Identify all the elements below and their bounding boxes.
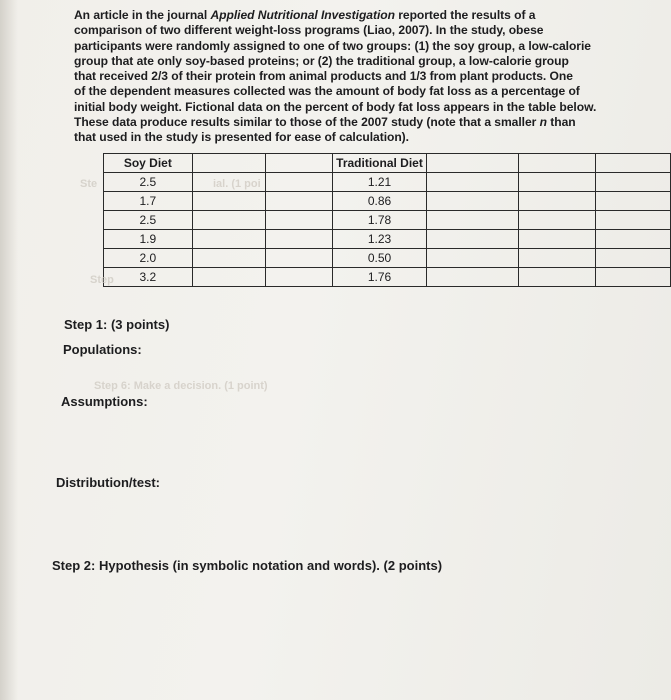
table-row <box>104 192 671 211</box>
table-cell <box>426 211 519 230</box>
header-cell <box>596 154 671 173</box>
table-cell <box>426 249 519 268</box>
intro-line-3: participants were randomly assigned to one of two groups: (1) the soy group, a low-calorie <box>74 38 591 53</box>
table-cell <box>519 268 596 287</box>
table-cell <box>265 230 333 249</box>
header-cell <box>192 154 265 173</box>
data-table <box>103 153 671 287</box>
table-cell <box>519 192 596 211</box>
problem-intro <box>74 8 614 146</box>
table-row <box>104 249 671 268</box>
intro-line-8: These data produce results similar to those of the 2007 study (note that a smaller n than <box>74 115 576 130</box>
table-cell <box>426 192 519 211</box>
table-cell <box>192 211 265 230</box>
bleed-through-text: Ste <box>80 178 98 190</box>
table-cell <box>519 173 596 192</box>
table-cell <box>596 249 671 268</box>
table-cell <box>192 192 265 211</box>
traditional-diet-value: 1.76 <box>333 268 426 287</box>
intro-line-6: of the dependent measures collected was the amount of body fat loss as a percentage of <box>74 84 580 99</box>
bleed-through-text: Step <box>90 274 114 286</box>
step1-heading: Step 1: (3 points) <box>64 317 170 332</box>
table-cell <box>596 192 671 211</box>
header-cell <box>519 154 596 173</box>
table-cell <box>192 249 265 268</box>
table-cell <box>192 230 265 249</box>
table-cell <box>596 230 671 249</box>
intro-line-7: initial body weight. Fictional data on the percent of body fat loss appears in the table below. <box>74 99 597 114</box>
bleed-through-text: ial. (1 poi <box>213 178 261 190</box>
table-cell <box>426 230 519 249</box>
table-row <box>104 173 671 192</box>
journal-name: Applied Nutritional Investigation <box>210 8 395 22</box>
header-soy-diet: Soy Diet <box>104 154 193 173</box>
intro-line-2: comparison of two different weight-loss programs (Liao, 2007). In the study, obese <box>74 23 544 38</box>
table-row <box>104 268 671 287</box>
soy-diet-value: 2.0 <box>104 249 193 268</box>
traditional-diet-value: 1.78 <box>333 211 426 230</box>
table-cell <box>596 211 671 230</box>
intro-line-1: An article in the journal Applied Nutritional Investigation reported the results of a <box>74 8 536 22</box>
page-edge-shadow <box>0 0 18 700</box>
table-header-row <box>104 154 671 173</box>
header-cell <box>265 154 333 173</box>
intro-line-9: that used in the study is presented for ease of calculation). <box>74 130 409 145</box>
soy-diet-value: 2.5 <box>104 173 193 192</box>
intro-line-4: group that ate only soy-based proteins; or (2) the traditional group, a low-calorie group <box>74 53 569 68</box>
table-cell <box>596 268 671 287</box>
soy-diet-value: 3.2 <box>104 268 193 287</box>
assumptions-label: Assumptions: <box>61 394 148 409</box>
populations-label: Populations: <box>63 342 142 357</box>
table-row <box>104 211 671 230</box>
table-cell <box>265 211 333 230</box>
table-cell <box>265 249 333 268</box>
soy-diet-value: 1.9 <box>104 230 193 249</box>
table-cell <box>519 249 596 268</box>
table-cell <box>426 173 519 192</box>
table-cell <box>426 268 519 287</box>
soy-diet-value: 2.5 <box>104 211 193 230</box>
table-cell <box>265 268 333 287</box>
traditional-diet-value: 1.23 <box>333 230 426 249</box>
table-cell <box>519 211 596 230</box>
traditional-diet-value: 0.86 <box>333 192 426 211</box>
intro-line-5: that received 2/3 of their protein from animal products and 1/3 from plant products. One <box>74 69 573 84</box>
bleed-through-text: Step 6: Make a decision. (1 point) <box>94 380 268 392</box>
traditional-diet-value: 1.21 <box>333 173 426 192</box>
table-cell <box>519 230 596 249</box>
distribution-test-label: Distribution/test: <box>56 475 160 490</box>
table-row <box>104 230 671 249</box>
header-traditional-diet: Traditional Diet <box>333 154 426 173</box>
soy-diet-value: 1.7 <box>104 192 193 211</box>
traditional-diet-value: 0.50 <box>333 249 426 268</box>
table-cell <box>596 173 671 192</box>
table-cell <box>265 192 333 211</box>
header-cell <box>426 154 519 173</box>
step2-heading: Step 2: Hypothesis (in symbolic notation and words). (2 points) <box>52 558 443 573</box>
table-cell <box>265 173 333 192</box>
table-cell <box>192 268 265 287</box>
